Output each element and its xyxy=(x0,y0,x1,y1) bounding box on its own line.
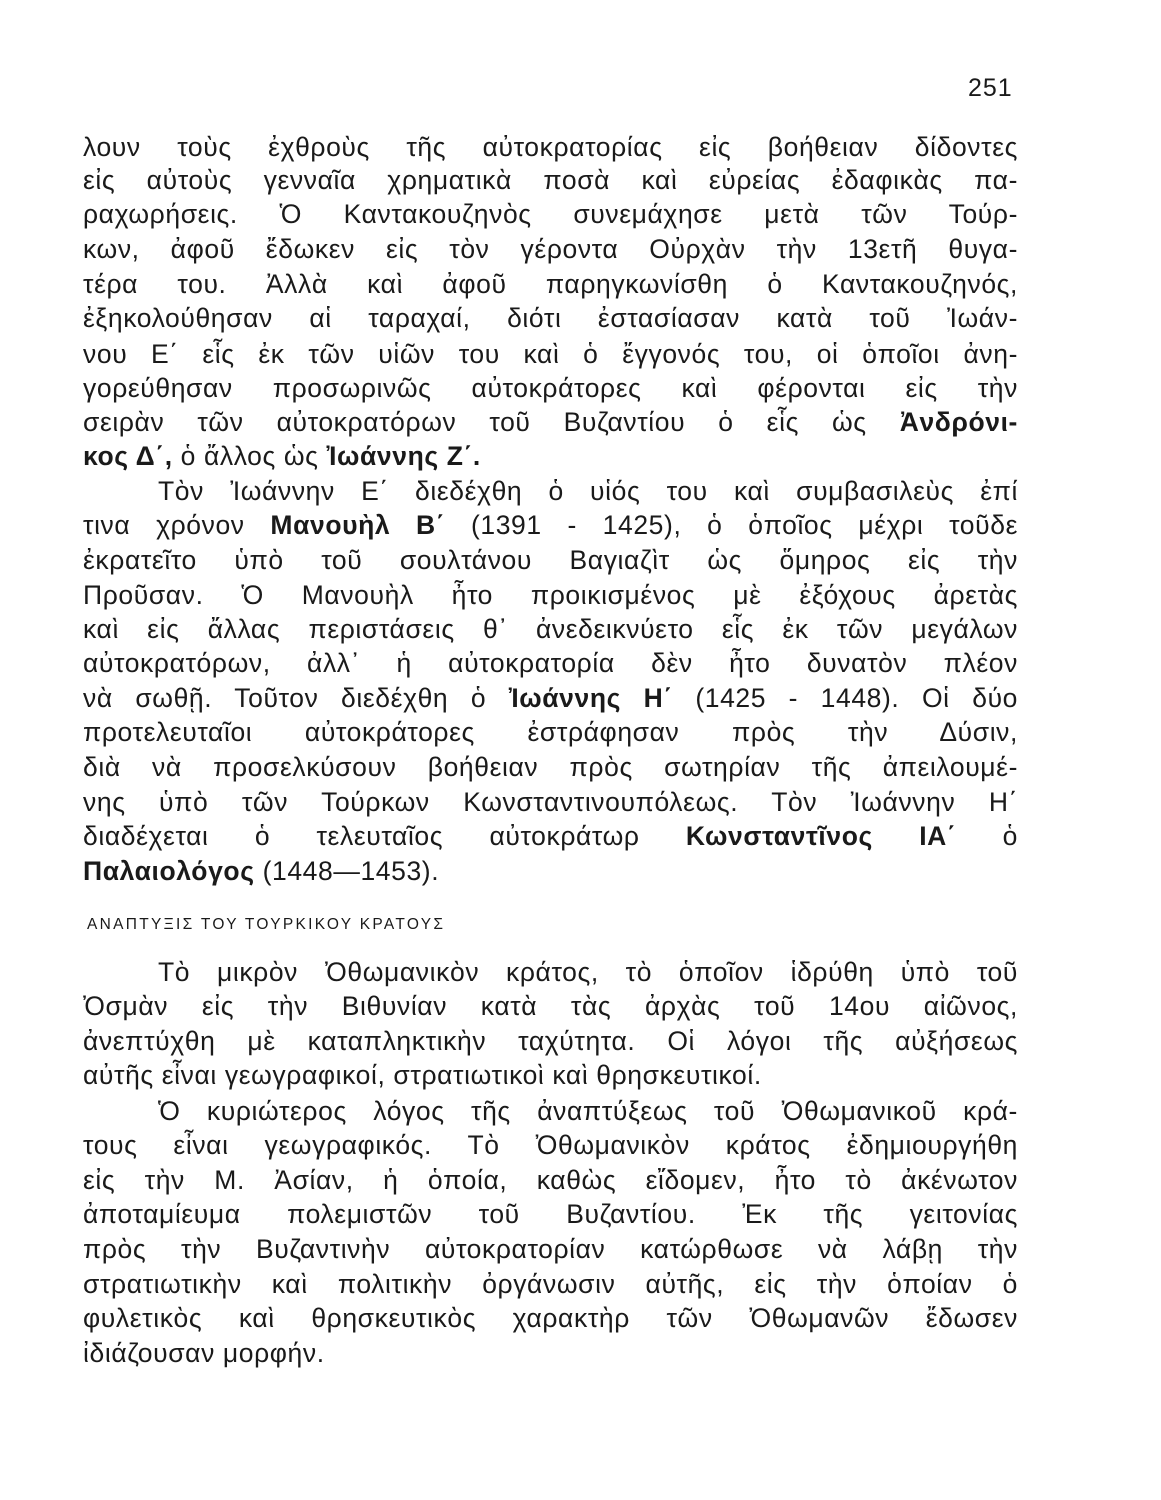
text-run: νὰ σωθῇ. Τοῦτον διεδέχθη ὁ xyxy=(83,683,487,713)
text-line: ἰδιάζουσαν μορφήν. xyxy=(83,1338,325,1368)
text-line: αὐτοκρατόρων, ἀλλ᾽ ἡ αὐτοκρατορία δὲν ἦτο δυνατὸν πλέον xyxy=(83,648,1018,678)
text-line xyxy=(83,440,1018,472)
text-line: νης ὑπὸ τῶν Τούρκων Κωνσταντινουπόλεως. Τὸν Ἰωάννην Η΄ xyxy=(83,787,1018,817)
text-run: διαδέχεται ὁ τελευταῖος αὐτοκράτωρ xyxy=(83,821,640,851)
text-line: λουν τοὺς ἐχθροὺς τῆς αὐτοκρατορίας εἰς βοήθειαν δίδοντες xyxy=(83,132,1018,162)
text-line: νου Ε΄ εἷς ἐκ τῶν υἱῶν του καὶ ὁ ἔγγονός του, οἱ ὁποῖοι ἀνη- xyxy=(83,339,1018,369)
text-line: γορεύθησαν προσωρινῶς αὐτοκράτορες καὶ φέρονται εἰς τὴν xyxy=(83,373,1018,403)
text-line: εἰς τὴν Μ. Ἀσίαν, ἡ ὁποία, καθὼς εἴδομεν, ἦτο τὸ ἀκένωτον xyxy=(83,1165,1018,1195)
text-line xyxy=(83,855,1018,887)
text-line: ραχωρήσεις. Ὁ Καντακουζηνὸς συνεμάχησε μετὰ τῶν Τούρ- xyxy=(83,199,1018,229)
text-line: Ὀσμὰν εἰς τὴν Βιθυνίαν κατὰ τὰς ἀρχὰς τοῦ 14ου αἰῶνος, xyxy=(83,991,1018,1021)
text-line: διὰ νὰ προσελκύσουν βοήθειαν πρὸς σωτηρίαν τῆς ἀπειλουμέ- xyxy=(83,752,1018,782)
bold-name: Κωνσταντῖνος ΙΑ΄ xyxy=(685,821,957,851)
text-run: (1448—1453). xyxy=(262,856,440,886)
text-line: Ὁ κυριώτερος λόγος τῆς ἀναπτύξεως τοῦ Ὀθωμανικοῦ κρά- xyxy=(158,1096,1018,1126)
page-number: 251 xyxy=(968,74,1013,102)
text-line: κων, ἀφοῦ ἔδωκεν εἰς τὸν γέροντα Οὐρχὰν τὴν 13ετῆ θυγα- xyxy=(83,234,1018,264)
text-line: αὐτῆς εἶναι γεωγραφικοί, στρατιωτικοὶ καὶ θρησκευτικοί. xyxy=(83,1060,762,1090)
text-line: εἰς αὐτοὺς γενναῖα χρηματικὰ ποσὰ καὶ εὐρείας ἐδαφικὰς πα- xyxy=(83,165,1018,195)
text-run: ὁ xyxy=(1002,821,1018,851)
bold-name: Μανουὴλ Β΄ xyxy=(270,510,446,540)
text-line: τους εἶναι γεωγραφικός. Τὸ Ὀθωμανικὸν κράτος ἐδημιουργήθη xyxy=(83,1130,1018,1160)
text-line: Προῦσαν. Ὁ Μανουὴλ ἦτο προικισμένος μὲ ἐξόχους ἀρετὰς xyxy=(83,580,1018,610)
text-line: Τὸ μικρὸν Ὀθωμανικὸν κράτος, τὸ ὁποῖον ἱδρύθη ὑπὸ τοῦ xyxy=(158,957,1018,987)
text-run: τινα χρόνον xyxy=(83,510,245,540)
text-line: ἐκρατεῖτο ὑπὸ τοῦ σουλτάνου Βαγιαζὶτ ὡς ὅμηρος εἰς τὴν xyxy=(83,545,1018,575)
text-line: ἀποταμίευμα πολεμιστῶν τοῦ Βυζαντίου. Ἐκ τῆς γειτονίας xyxy=(83,1199,1018,1229)
bold-name: Παλαιολόγος xyxy=(83,856,255,886)
bold-name: κος Δ΄, xyxy=(83,441,173,471)
bold-name: Ἰωάννης Ζ΄. xyxy=(326,441,481,471)
text-line: τέρα του. Ἀλλὰ καὶ ἀφοῦ παρηγκωνίσθη ὁ Καντακουζηνός, xyxy=(83,269,1018,299)
text-run: ὁ ἄλλος ὡς xyxy=(180,441,319,471)
text-line: φυλετικὸς καὶ θρησκευτικὸς χαρακτὴρ τῶν Ὀθωμανῶν ἔδωσεν xyxy=(83,1303,1018,1333)
text-line: Τὸν Ἰωάννην Ε΄ διεδέχθη ὁ υἱός του καὶ συμβασιλεὺς ἐπί xyxy=(158,476,1018,506)
text-line xyxy=(83,820,1018,852)
bold-name: Ἀνδρόνι- xyxy=(899,407,1018,437)
text-run: σειρὰν τῶν αὐτοκρατόρων τοῦ Βυζαντίου ὁ εἷς ὡς xyxy=(83,407,867,437)
text-line xyxy=(83,406,1018,438)
text-line: ἐξηκολούθησαν αἱ ταραχαί, διότι ἐστασίασαν κατὰ τοῦ Ἰωάν- xyxy=(83,303,1018,333)
section-heading: ΑΝΑΠΤΥΞΙΣ ΤΟΥ ΤΟΥΡΚΙΚΟΥ ΚΡΑΤΟΥΣ xyxy=(87,916,446,933)
text-line xyxy=(83,509,1018,541)
text-run: (1425 - 1448). Οἱ δύο xyxy=(695,683,1018,713)
text-line: προτελευταῖοι αὐτοκράτορες ἐστράφησαν πρὸς τὴν Δύσιν, xyxy=(83,717,1018,747)
text-run: (1391 - 1425), ὁ ὁποῖος μέχρι τοῦδε xyxy=(470,510,1018,540)
text-line: καὶ εἰς ἄλλας περιστάσεις θ᾽ ἀνεδεικνύετο εἷς ἐκ τῶν μεγάλων xyxy=(83,614,1018,644)
text-line xyxy=(83,682,1018,714)
text-line: ἀνεπτύχθη μὲ καταπληκτικὴν ταχύτητα. Οἱ λόγοι τῆς αὐξήσεως xyxy=(83,1026,1018,1056)
bold-name: Ἰωάννης Η΄ xyxy=(508,683,673,713)
text-line: στρατιωτικὴν καὶ πολιτικὴν ὀργάνωσιν αὐτῆς, εἰς τὴν ὁποίαν ὁ xyxy=(83,1269,1018,1299)
text-line: πρὸς τὴν Βυζαντινὴν αὐτοκρατορίαν κατώρθωσε νὰ λάβῃ τὴν xyxy=(83,1234,1018,1264)
